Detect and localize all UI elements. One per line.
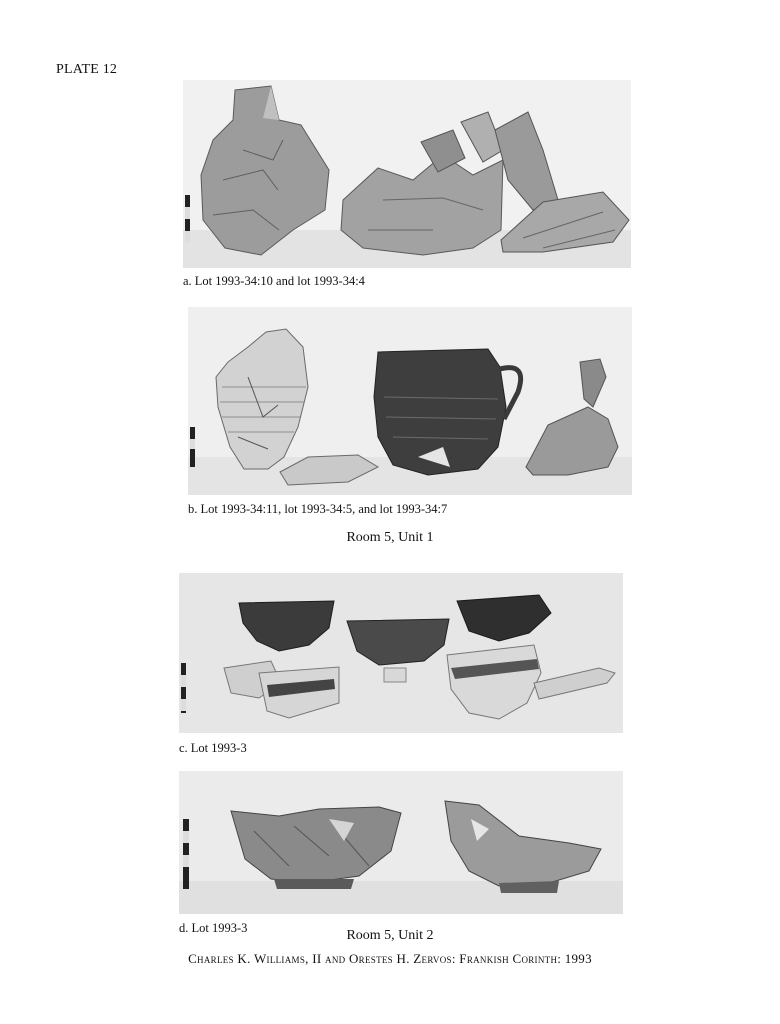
figure-a-caption: a. Lot 1993-34:10 and lot 1993-34:4 xyxy=(183,274,365,288)
figure-b-photo xyxy=(188,307,632,495)
figure-c-photo xyxy=(179,573,623,733)
figure-b-caption: b. Lot 1993-34:11, lot 1993-34:5, and lot 1993-34:7 xyxy=(188,502,448,516)
bowl-fragments-image xyxy=(179,771,623,914)
figure-d-photo xyxy=(179,771,623,914)
page-footer: Charles K. Williams, II and Orestes H. Zervos: Frankish Corinth: 1993 xyxy=(188,951,592,966)
section-heading-unit-2: Room 5, Unit 2 xyxy=(346,928,434,943)
figure-a-photo xyxy=(183,80,631,268)
figure-d-caption: d. Lot 1993-3 xyxy=(179,921,248,935)
bowls-image xyxy=(179,573,623,733)
pottery-sherds-image xyxy=(183,80,631,268)
plate-label: PLATE 12 xyxy=(56,62,118,77)
section-heading-unit-1: Room 5, Unit 1 xyxy=(346,530,434,545)
figure-c-caption: c. Lot 1993-3 xyxy=(179,741,247,755)
pottery-vessels-image xyxy=(188,307,632,495)
